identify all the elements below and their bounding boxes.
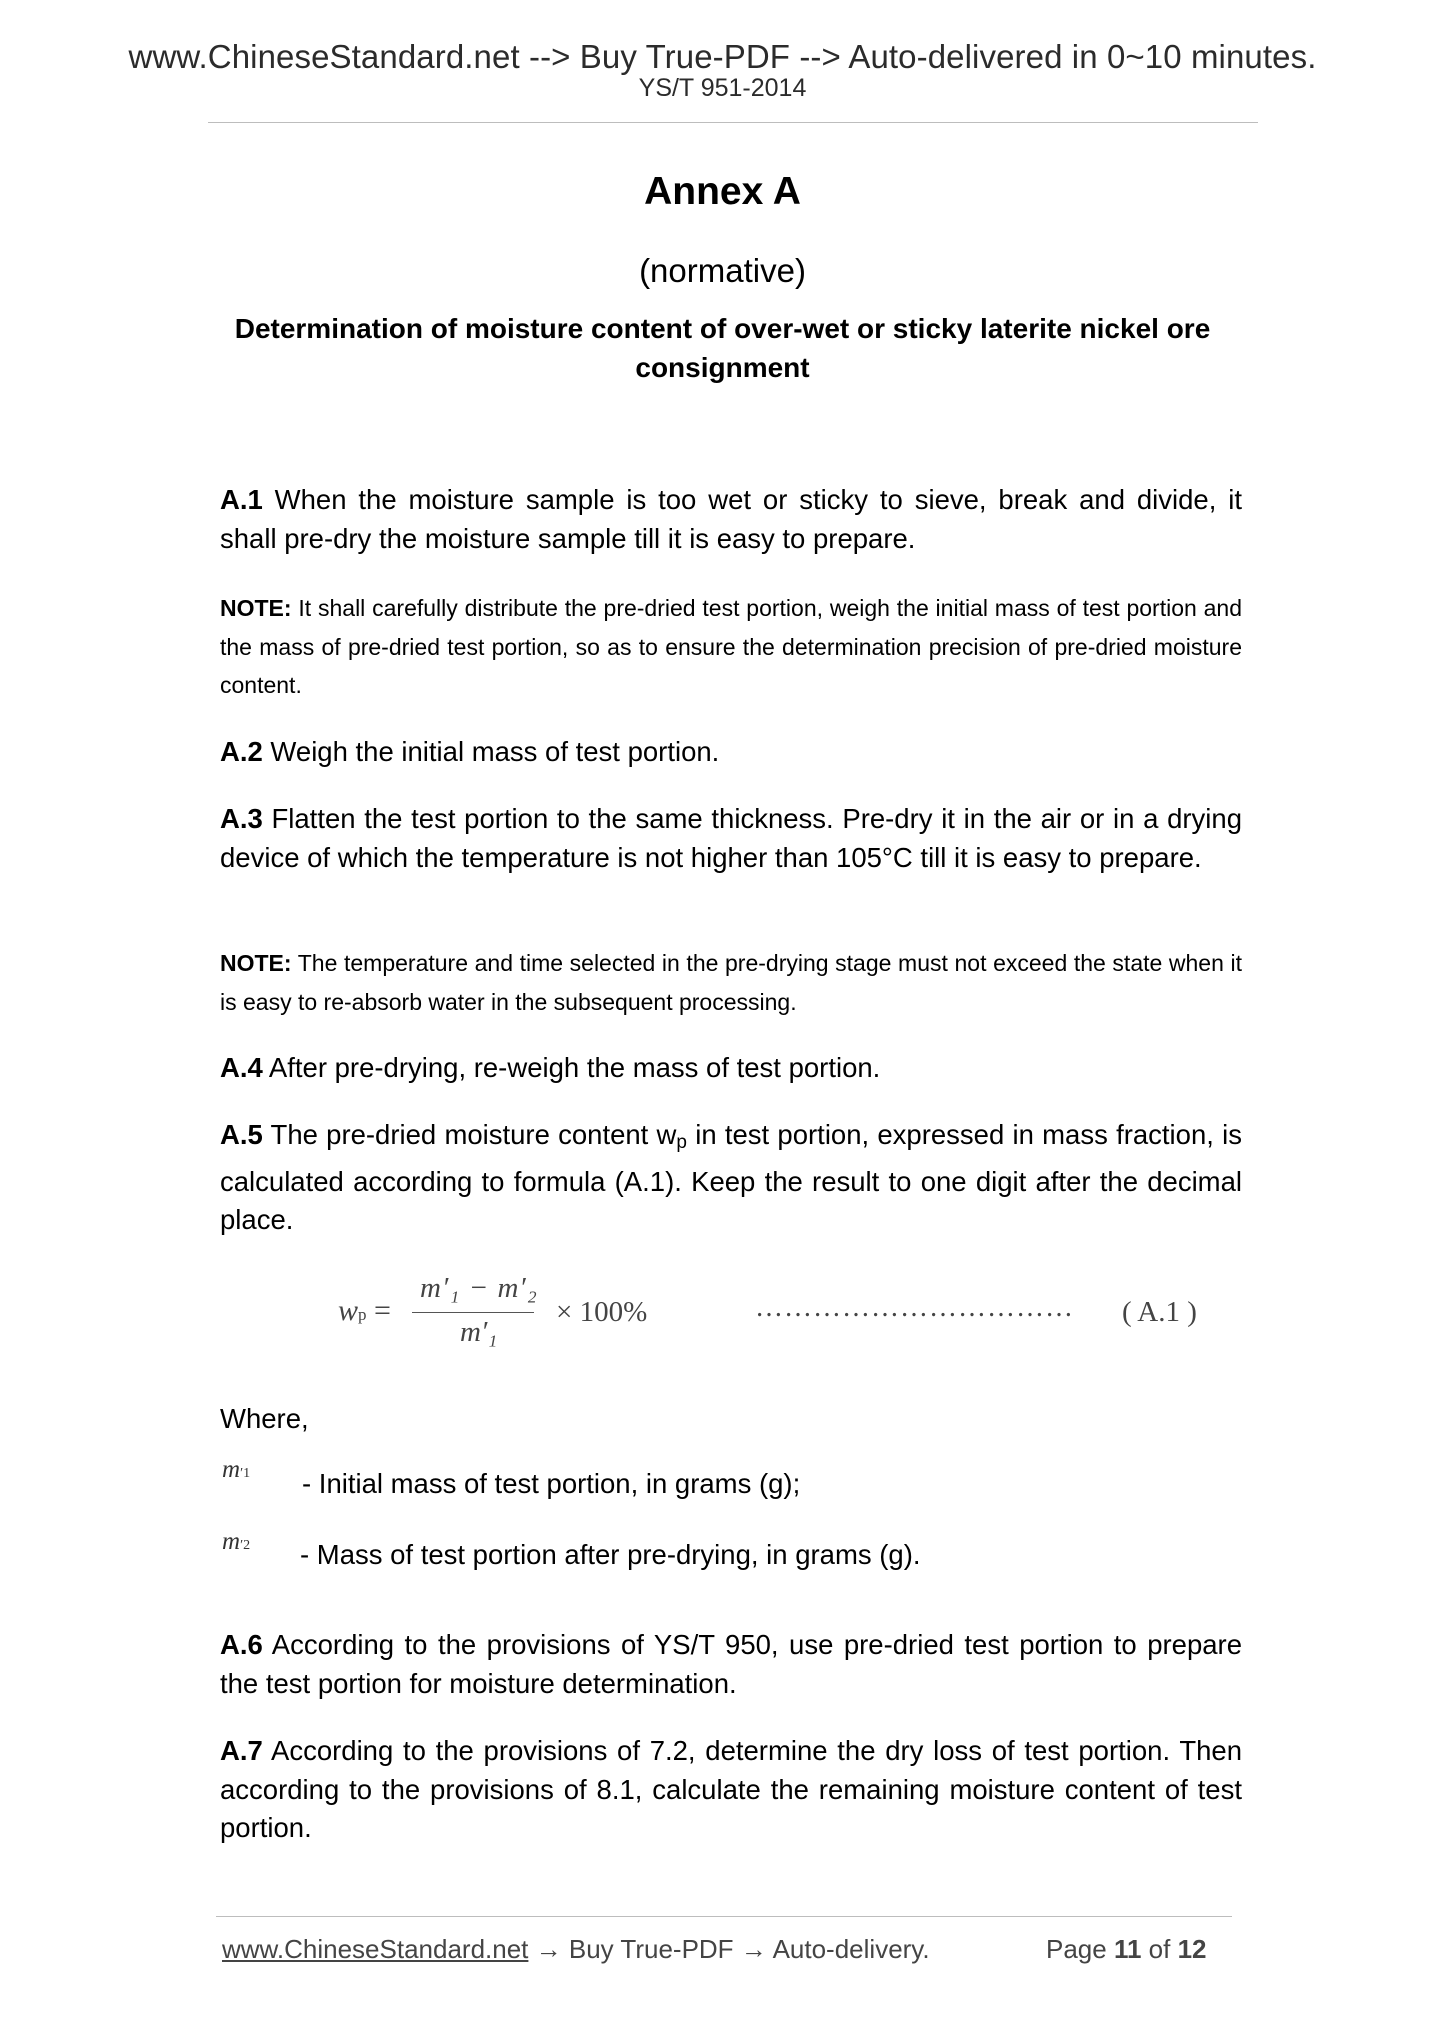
formula-denominator: m′₁ [460,1316,498,1348]
standard-code: YS/T 951-2014 [638,74,807,102]
clause-text: After pre-drying, re-weigh the mass of test portion. [262,1052,881,1083]
footer-promo [222,1934,930,1965]
clause-number: A.7 [220,1735,263,1766]
note-label: NOTE: [220,950,292,976]
clause-text: Flatten the test portion to the same thickness. Pre-dry it in the air or in a drying device of which the temperature is not higher than 105°C till it is easy to prepare. [220,803,1242,873]
symbol-letter: m [222,1456,241,1483]
formula-equals: = [374,1294,391,1327]
formula-multiplier: × 100% [556,1296,648,1328]
note-text: The temperature and time selected in the pre-drying stage must not exceed the state when it is easy to re-absorb water in the subsequent processing. [220,950,1242,1015]
note-2 [220,944,1242,1021]
footer-site-link[interactable]: www.ChineseStandard.net [222,1934,529,1964]
clause-text-after: in test portion, expressed in mass fraction, is calculated according to formula (A.1). Keep the result to one digit after the decimal place. [220,1119,1242,1235]
definition-m1: - Initial mass of test portion, in grams (g); [302,1468,801,1499]
clause-number: A.4 [220,1052,263,1083]
symbol-letter: m [222,1528,241,1555]
symbol-prime-sub: ′2 [240,1538,251,1553]
formula-a1 [330,1272,1250,1362]
clause-text: According to the provisions of YS/T 950, use pre-dried test portion to prepare the test portion for moisture determination. [220,1629,1242,1699]
header-banner: www.ChineseStandard.net --> Buy True-PDF --> Auto-delivered in 0~10 minutes. [128,38,1317,75]
clause-a3 [220,800,1242,877]
formula-numerator: m′₁ − m′₂ [420,1272,538,1304]
page-label: Page [1046,1934,1114,1964]
symbol-m2 [222,1528,250,1556]
note-label: NOTE: [220,595,292,621]
formula-number: ( A.1 ) [1122,1296,1197,1328]
note-1 [220,589,1242,705]
definition-m2: - Mass of test portion after pre-drying, in grams (g). [300,1539,921,1570]
page-number: 11 [1113,1934,1142,1964]
clause-a2 [220,733,1242,772]
clause-a4 [220,1049,1242,1088]
subscript-p: p [676,1132,687,1153]
clause-a5 [220,1116,1242,1240]
footer-promo-text: → Buy True-PDF → Auto-delivery. [528,1934,930,1964]
clause-number: A.2 [220,736,263,767]
annex-title: Annex A [644,170,801,213]
clause-number: A.1 [220,484,263,515]
fraction-bar [412,1312,534,1313]
header-divider [208,122,1258,123]
formula-lhs-subscript: p [358,1305,367,1324]
clause-number: A.3 [220,803,263,834]
annex-type: (normative) [639,252,806,289]
clause-number: A.6 [220,1629,263,1660]
clause-text-before: The pre-dried moisture content w [262,1119,677,1150]
symbol-m1 [222,1456,250,1484]
formula-leader-dots: …………………………… [755,1292,1074,1323]
clause-number: A.5 [220,1119,263,1150]
note-text: It shall carefully distribute the pre-dried test portion, weigh the initial mass of test portion and the mass of pre-dried test portion, so as to ensure the determination precision of pre-dried moisture content. [220,595,1242,698]
symbol-prime-sub: ′1 [240,1466,251,1481]
of-label: of [1141,1934,1178,1964]
footer-divider [216,1916,1232,1917]
annex-subject: Determination of moisture content of over-wet or sticky laterite nickel ore consignment [234,313,1211,383]
clause-text: Weigh the initial mass of test portion. [262,736,720,767]
clause-a1 [220,481,1242,558]
formula-lhs [338,1294,391,1328]
clause-text: According to the provisions of 7.2, determine the dry loss of test portion. Then according to the provisions of 8.1, calculate the remaining moisture content of test portion. [220,1735,1242,1843]
where-label: Where, [220,1403,309,1434]
formula-lhs-symbol: w [338,1294,359,1327]
page-indicator [1046,1934,1207,1965]
page-total: 12 [1177,1934,1207,1964]
clause-a7 [220,1732,1242,1848]
clause-a6 [220,1626,1242,1703]
clause-text: When the moisture sample is too wet or sticky to sieve, break and divide, it shall pre-dry the moisture sample till it is easy to prepare. [220,484,1242,554]
